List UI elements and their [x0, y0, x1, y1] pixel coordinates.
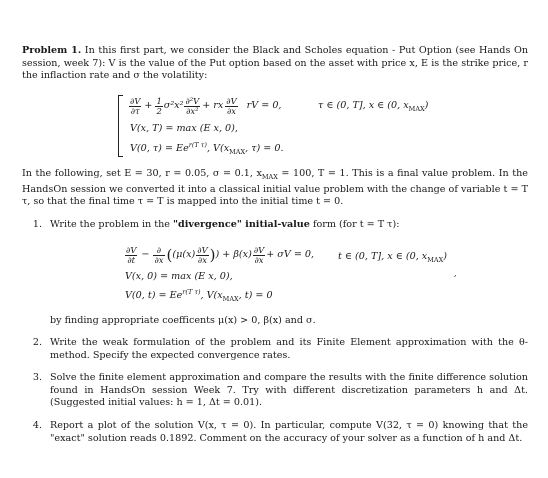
frac-d-dx: $\frac{\partial}{\partial x}$	[154, 244, 164, 265]
item-4-number: 4.	[32, 420, 42, 431]
system1-line1: $\frac{\partial V}{\partial\tau}$ + $\frac{1}{2}$ σ²x² $\frac{\text{∂²V}}{\text{∂x²}}$ + rx $\frac{\partial V}{\partial x}$ rV = 0,	[130, 95, 282, 116]
item-3-number: 3.	[32, 372, 42, 383]
frac-dV-dt: $\frac{\partial V}{\partial t}$	[126, 244, 137, 265]
item-2-text: Write the weak formulation of the problem and its Finite Element approximation with the θ-method. Specify the expected convergence rates.	[50, 337, 528, 361]
system2-line2: V(x, 0) = max (E x, 0),	[125, 271, 233, 282]
system1-domain: τ ∈ (0, T], x ∈ (0, $x_{MAX}$)	[318, 100, 429, 113]
item-4-text: Report a plot of the solution V(x, τ = 0). In particular, compute V(32, τ = 0) knowing that the "exact" solution reads 0.1892. Comment on the accuracy of your solver as a function of h and Δt.	[50, 420, 528, 444]
frac-dV-dx-2: $\frac{\partial V}{\partial x}$	[197, 244, 208, 265]
item-1-number: 1.	[32, 219, 42, 230]
frac-dV-dtau: $\frac{\partial V}{\partial\tau}$	[130, 95, 141, 116]
system1-line2: V(x, T) = max (E x, 0),	[130, 123, 238, 134]
stray-comma-mark: ,	[454, 269, 457, 278]
problem-heading: Problem 1.	[22, 45, 82, 56]
system2-line1: $\frac{\partial V}{\partial t}$ − $\frac{\partial}{\partial x}$ ( (μ(x) $\frac{\partial V}{\partial x}$ ) ) + β(x) $\frac{\partial V}{\partial x}$ + σV = 0,	[126, 244, 315, 265]
frac-d2V-dx2: $\frac{\text{∂²V}}{\text{∂x²}}$	[185, 95, 200, 116]
system2-domain: t ∈ (0, T], x ∈ (0, $x_{MAX}$)	[338, 251, 447, 264]
system1-line3: V(0, $\tau) = Ee^{r(T \tau)}$, $V(x_{MAX}$, τ) = 0.	[130, 141, 284, 157]
item-1-footer: by finding appropriate coefficents μ(x) > 0, β(x) and σ.	[50, 315, 316, 326]
item-1-text: Write the problem in the "divergence" initial-value form (for t = T τ):	[50, 219, 400, 230]
item-2-number: 2.	[32, 337, 42, 348]
item-3-text: Solve the finite element approximation and compare the results with the finite difference solution found in HandsOn session Week 7. Try with different discretization parameters h and Δt. (Suggested initial values: h = 1, Δt = 0.01).	[50, 372, 528, 409]
frac-half: $\frac{1}{2}$	[156, 95, 162, 116]
parameters-paragraph: In the following, set E = 30, r = 0.05, σ = 0.1, $x_{MAX} = 100$, T = 1. This is a final value problem. In the HandsOn session we converted it into a classical initial value problem with the change of variable t = T τ, so that the final time τ = T is mapped into the initial time t = 0.	[22, 168, 528, 208]
problem-intro-text: In this first part, we consider the Black and Scholes equation - Put Option (see Hands On session, week 7): V is the value of the Put option based on the asset with price x, E is the strike price, r the inflaction rate and σ the volatility:	[22, 45, 529, 82]
frac-dV-dx: $\frac{\partial V}{\partial x}$	[226, 95, 237, 116]
system1-brace	[118, 95, 123, 157]
problem-intro	[22, 45, 528, 83]
system2-line3: V(0, $t) = Ee^{r(T \tau)}$, $V(x_{MAX}$, t) = 0	[125, 288, 273, 304]
frac-dV-dx-3: $\frac{\partial V}{\partial x}$	[253, 244, 265, 265]
